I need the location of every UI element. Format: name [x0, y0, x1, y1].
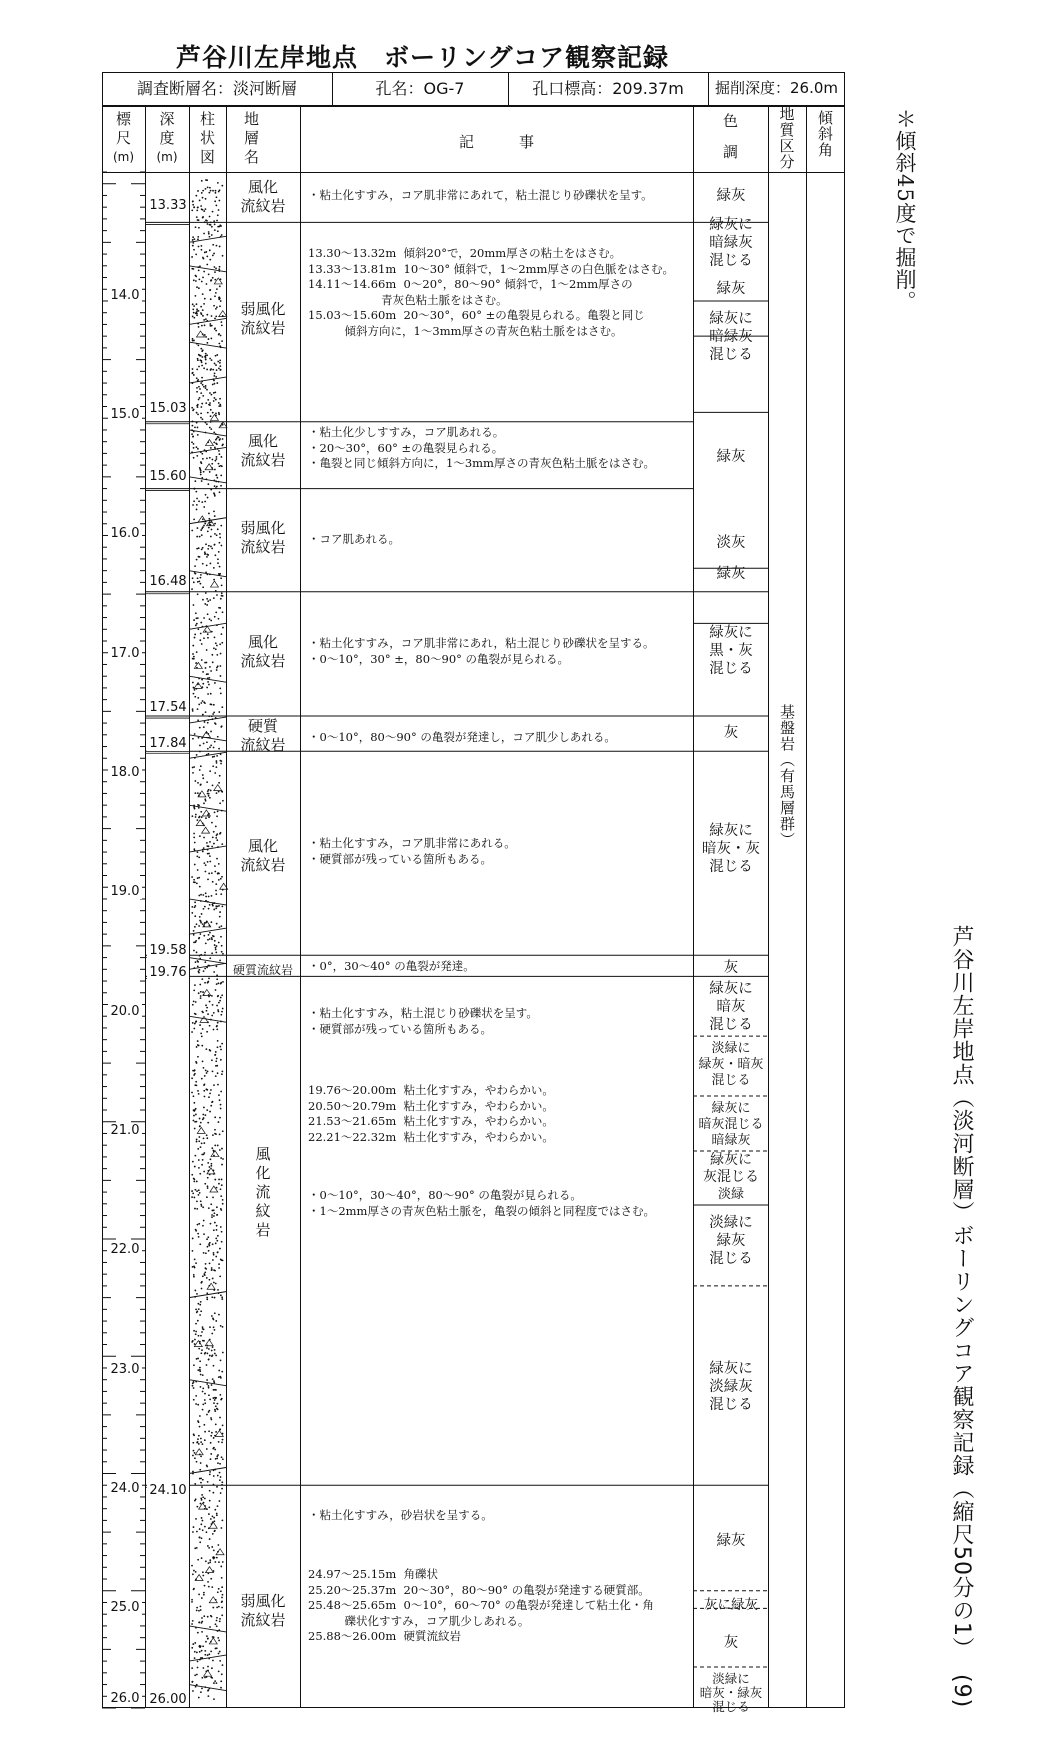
col-column: 柱 状 図 [199, 110, 215, 166]
scale-label: 21.0 [108, 1123, 142, 1138]
stratum-name: 風 化 流 紋 岩 [255, 1145, 271, 1239]
color-entry: 緑灰に 暗灰 混じる [709, 981, 753, 1033]
description: ・0°，30～40° の亀裂が発達。 [308, 959, 475, 973]
color-entry: 灰 [723, 1635, 739, 1651]
color-entry: 緑灰 [716, 281, 746, 297]
scale-label: 17.0 [108, 646, 142, 661]
color-entry: 緑灰 [716, 449, 746, 465]
color-entry: 緑灰 [716, 566, 746, 582]
col-depth: 深 度 (m) [156, 110, 178, 164]
scale-label: 16.0 [108, 526, 142, 541]
description: ・コア肌あれる。 [308, 532, 400, 546]
hole-name: 孔名：OG-7 [375, 79, 465, 98]
color-entry: 暗緑灰 [711, 1133, 751, 1148]
color-entry: 緑灰に 暗緑灰 混じる [709, 311, 753, 363]
color-entry: 緑灰 [716, 188, 746, 204]
side-title [946, 925, 977, 1708]
scale-label: 14.0 [108, 288, 142, 303]
scale-label: 19.0 [108, 884, 142, 899]
col-stratum: 地 層 名 [244, 110, 260, 166]
col-scale: 標 尺 (m) [112, 110, 135, 164]
color-entry: 灰に緑灰 [704, 1597, 758, 1613]
scale-label: 15.0 [108, 407, 142, 422]
color-entry: 緑灰に 淡緑灰 混じる [709, 1361, 753, 1413]
description: ・粘土化少しすすみ，コア肌あれる。 ・20～30°，60° ±の亀裂見られる。 ・亀裂と同じ傾斜方向に，1～3mm厚さの青灰色粘土脈をはさむ。 [308, 425, 655, 470]
color-entry: 淡緑に 緑灰・暗灰 混じる [698, 1041, 764, 1088]
page-title-text: 芦谷川左岸地点 ボーリングコア観察記録 [175, 43, 669, 72]
color-entry: 緑灰に 黒・灰 混じる [709, 625, 753, 677]
description: ・0～10°，80～90° の亀裂が発達し，コア肌少しあれる。 [308, 730, 616, 744]
col-color: 色 調 [722, 112, 738, 161]
depth-label: 15.60 [147, 469, 189, 484]
color-entry: 淡緑に 暗灰・緑灰 混じる [699, 1671, 763, 1714]
color-entry: 緑灰に 暗灰・灰 混じる [702, 823, 760, 875]
description: ・粘土化すすみ，コア肌非常にあれる。 ・硬質部が残っている箇所もある。 [308, 836, 516, 866]
stratum-name: 風化 流紋岩 [240, 178, 286, 215]
color-entry: 緑灰に 暗灰混じる [698, 1101, 764, 1132]
stratum-name: 弱風化 流紋岩 [240, 300, 286, 337]
depth-label: 26.00 [147, 1692, 189, 1707]
depth-label: 17.84 [147, 736, 189, 751]
depth-label: 24.10 [147, 1483, 189, 1498]
scale-label: 23.0 [108, 1362, 142, 1377]
color-entry: 緑灰 [716, 1533, 746, 1549]
color-entry: 淡緑に 緑灰 混じる [709, 1215, 753, 1267]
depth-label: 16.48 [147, 574, 189, 589]
description: 13.30～13.32m 傾斜20°で，20mm厚さの粘土をはさむ。 13.33～13.81m 10～30° 傾斜で，1～2mm厚さの白色脈をはさむ。 14.11～14.66m 0～20°，80～90° 傾斜で，1～2mm厚さの 青灰色粘土脈をはさむ。 15.03～15.60m 20～30°，60° ±の亀裂見られる。亀裂と同じ 傾斜方向に，1～3mm厚さの青灰色粘土脈をはさむ。 [308, 246, 674, 338]
description: ・粘土化すすみ，コア肌非常にあれて，粘土混じり砂礫状を呈す。 [308, 188, 653, 202]
fault-name: 調査断層名：淡河断層 [136, 79, 297, 98]
stratum-name: 弱風化 流紋岩 [240, 519, 286, 556]
geological-division: 基盤岩（有馬層群） [778, 704, 796, 848]
side-title-text: 芦谷川左岸地点（淡河断層）ボーリングコア観察記録（縮尺50分の1） [949, 925, 974, 1660]
drilling-note: ＊傾斜45度で掘削。 [893, 108, 917, 313]
stratum-name: 硬質流紋岩 [232, 963, 293, 977]
stratum-name: 弱風化 流紋岩 [240, 1592, 286, 1629]
description: ・粘土化すすみ，砂岩状を呈する。 [308, 1508, 493, 1522]
drill-depth: 掘削深度：26.0m [714, 79, 838, 97]
description: ・粘土化すすみ，粘土混じり砂礫状を呈す。 ・硬質部が残っている箇所もある。 [308, 1006, 538, 1036]
scale-label: 18.0 [108, 765, 142, 780]
color-entry: 灰 [723, 960, 739, 976]
depth-label: 19.58 [147, 943, 189, 958]
color-entry: 淡灰 [716, 535, 746, 551]
col-description: 記 事 [458, 133, 534, 151]
scale-label: 24.0 [108, 1481, 142, 1496]
description: 19.76～20.00m 粘土化すすみ，やわらかい。 20.50～20.79m 粘土化すすみ，やわらかい。 21.53～21.65m 粘土化すすみ，やわらかい。 22.21～22.32m 粘土化すすみ，やわらかい。 [308, 1083, 554, 1144]
scale-label: 22.0 [108, 1242, 142, 1257]
depth-label: 19.76 [147, 965, 189, 980]
depth-label: 13.33 [147, 198, 189, 213]
scale-label: 26.0 [108, 1691, 142, 1706]
stratum-name: 風化 流紋岩 [240, 837, 286, 874]
depth-label: 15.03 [147, 401, 189, 416]
color-entry: 淡緑 [717, 1187, 744, 1202]
description: ・粘土化すすみ，コア肌非常にあれ，粘土混じり砂礫状を呈する。 ・0～10°，30° ±，80～90° の亀裂が見られる。 [308, 636, 655, 666]
scale-label: 25.0 [108, 1600, 142, 1615]
description: 24.97～25.15m 角礫状 25.20～25.37m 20～30°，80～90° の亀裂が発達する硬質部。 25.48～25.65m 0～10°，60～70° の亀裂が発達して粘土化・角 礫状化すすみ，コア肌少しあれる。 25.88～26.00m 硬質流紋岩 [308, 1567, 654, 1643]
color-entry: 緑灰に 暗緑灰 混じる [709, 217, 753, 269]
page-number: (9) [949, 1674, 974, 1709]
scale-label: 20.0 [108, 1004, 142, 1019]
col-dip: 傾 斜 角 [817, 109, 833, 159]
hole-elevation: 孔口標高：209.37m [532, 79, 684, 98]
color-entry: 緑灰に 灰混じる [703, 1152, 759, 1185]
stratum-name: 風化 流紋岩 [240, 432, 286, 469]
col-division: 地 質 区 分 [779, 105, 795, 171]
color-entry: 灰 [723, 725, 739, 741]
stratum-name: 硬質 流紋岩 [240, 717, 286, 754]
depth-label: 17.54 [147, 700, 189, 715]
stratum-name: 風化 流紋岩 [240, 633, 286, 670]
description: ・0～10°，30～40°，80～90° の亀裂が見られる。 ・1～2mm厚さの青灰色粘土脈を，亀裂の傾斜と同程度ではさむ。 [308, 1188, 655, 1218]
